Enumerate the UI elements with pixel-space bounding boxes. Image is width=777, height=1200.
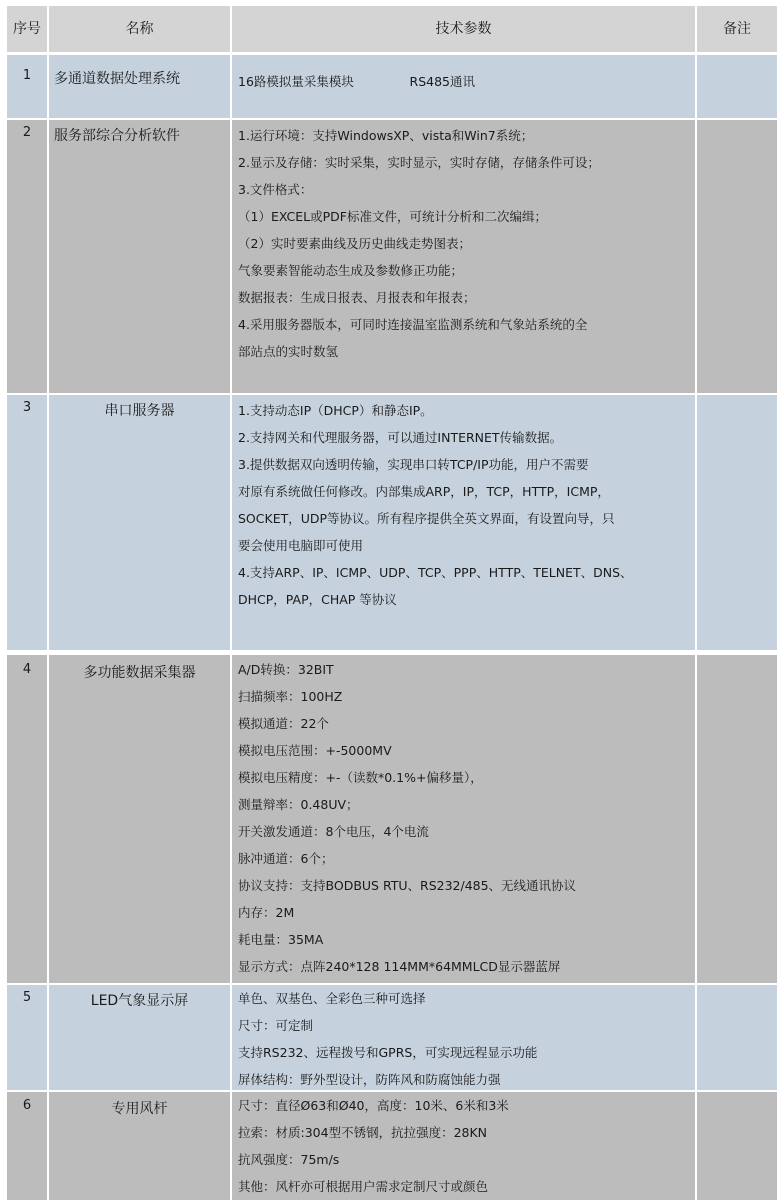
spec-line: 4.支持ARP、IP、ICMP、UDP、TCP、PPP、HTTP、TELNET、DNS、 — [238, 565, 633, 580]
spec-line: 显示方式：点阵240*128 114MM*64MMLCD显示器蓝屏 — [238, 959, 561, 974]
spec-line: 模拟电压范围：+-5000MV — [238, 743, 392, 758]
spec-line: 要会使用电脑即可使用 — [238, 538, 364, 553]
spec-line: 扫描频率：100HZ — [238, 689, 343, 704]
spec-line: （1）EXCEL或PDF标准文件，可统计分析和二次编缉； — [238, 209, 547, 224]
table-header — [0, 6, 777, 52]
spec-line: 1.支持动态IP（DHCP）和静态IP。 — [238, 403, 433, 418]
header-note: 备注 — [697, 6, 777, 52]
spec-line: 16路模拟量采集模块 RS485通讯 — [238, 74, 476, 89]
spec-line: 屏体结构：野外型设计，防阵风和防腐蚀能力强 — [238, 1072, 501, 1087]
spec-line: 数据报表：生成日报表、月报表和年报表； — [238, 290, 476, 305]
row-spec — [232, 655, 695, 983]
spec-line: 单色、双基色、全彩色三种可选择 — [238, 991, 426, 1006]
spec-line: 内存：2M — [238, 905, 295, 920]
spec-line: DHCP，PAP，CHAP 等协议 — [238, 592, 397, 607]
row-spec — [232, 120, 695, 393]
spec-line: 抗风强度：75m/s — [238, 1152, 340, 1167]
spec-line: 开关激发通道：8个电压，4个电流 — [238, 824, 429, 839]
row-name: 串口服务器 — [49, 395, 230, 650]
spec-line: 部站点的实时数氢 — [238, 344, 339, 359]
table-row — [0, 395, 777, 650]
row-number: 4 — [7, 655, 47, 983]
spec-line: 耗电量：35MA — [238, 932, 324, 947]
table-row — [0, 120, 777, 393]
spec-line: 4.采用服务器版本，可同时连接温室监测系统和气象站系统的全 — [238, 317, 588, 332]
row-note — [697, 1092, 777, 1200]
row-spec — [232, 395, 695, 650]
spec-line: 模拟通道：22个 — [238, 716, 329, 731]
spec-line: 3.提供数据双向透明传输，实现串口转TCP/IP功能，用户不需要 — [238, 457, 589, 472]
spec-line: （2）实时要素曲线及历史曲线走势图表； — [238, 236, 471, 251]
spec-line: 对原有系统做任何修改。内部集成ARP，IP，TCP，HTTP，ICMP， — [238, 484, 610, 499]
row-number: 6 — [7, 1092, 47, 1200]
spec-line: 支持RS232、远程拨号和GPRS，可实现远程显示功能 — [238, 1045, 538, 1060]
table-row — [0, 655, 777, 983]
spec-line: A/D转换：32BIT — [238, 662, 334, 677]
header-spec: 技术参数 — [232, 6, 695, 52]
table-row — [0, 1092, 777, 1200]
spec-line: 协议支持：支持BODBUS RTU、RS232/485、无线通讯协议 — [238, 878, 577, 893]
spec-line: 脉冲通道：6个； — [238, 851, 334, 866]
row-note — [697, 120, 777, 393]
row-name: 多通道数据处理系统 — [49, 55, 230, 118]
spec-line: 尺寸：直径Ø63和Ø40，高度：10米、6米和3米 — [238, 1098, 509, 1113]
row-number: 1 — [7, 55, 47, 118]
spec-line: 拉索：材质:304型不锈钢，抗拉强度：28KN — [238, 1125, 488, 1140]
spec-line: 其他：风杆亦可根据用户需求定制尺寸或颜色 — [238, 1179, 489, 1194]
row-note — [697, 985, 777, 1090]
spec-line: 气象要素智能动态生成及参数修正功能； — [238, 263, 464, 278]
header-name: 名称 — [49, 6, 230, 52]
spec-line: 2.显示及存储：实时采集，实时显示，实时存储，存储条件可设； — [238, 155, 600, 170]
row-spec — [232, 55, 695, 118]
row-name: 专用风杆 — [49, 1092, 230, 1200]
row-number: 5 — [7, 985, 47, 1090]
row-number: 2 — [7, 120, 47, 393]
row-spec — [232, 985, 695, 1090]
row-note — [697, 655, 777, 983]
spec-line: 3.文件格式： — [238, 182, 313, 197]
row-name: LED气象显示屏 — [49, 985, 230, 1090]
row-name: 服务部综合分析软件 — [49, 120, 230, 393]
row-name: 多功能数据采集器 — [49, 655, 230, 983]
spec-line: 模拟电压精度：+-（读数*0.1%+偏移量）， — [238, 770, 483, 785]
spec-line: SOCKET，UDP等协议。所有程序提供全英文界面，有设置向导，只 — [238, 511, 615, 526]
spec-line: 尺寸：可定制 — [238, 1018, 314, 1033]
row-note — [697, 395, 777, 650]
spec-line: 测量辩率：0.48UV； — [238, 797, 359, 812]
table-row — [0, 55, 777, 118]
table-row — [0, 985, 777, 1090]
row-note — [697, 55, 777, 118]
spec-line: 2.支持网关和代理服务器，可以通过INTERNET传输数据。 — [238, 430, 563, 445]
row-number: 3 — [7, 395, 47, 650]
header-no: 序号 — [7, 6, 47, 52]
row-spec — [232, 1092, 695, 1200]
spec-line: 1.运行环境：支持WindowsXP、vista和Win7系统； — [238, 128, 534, 143]
